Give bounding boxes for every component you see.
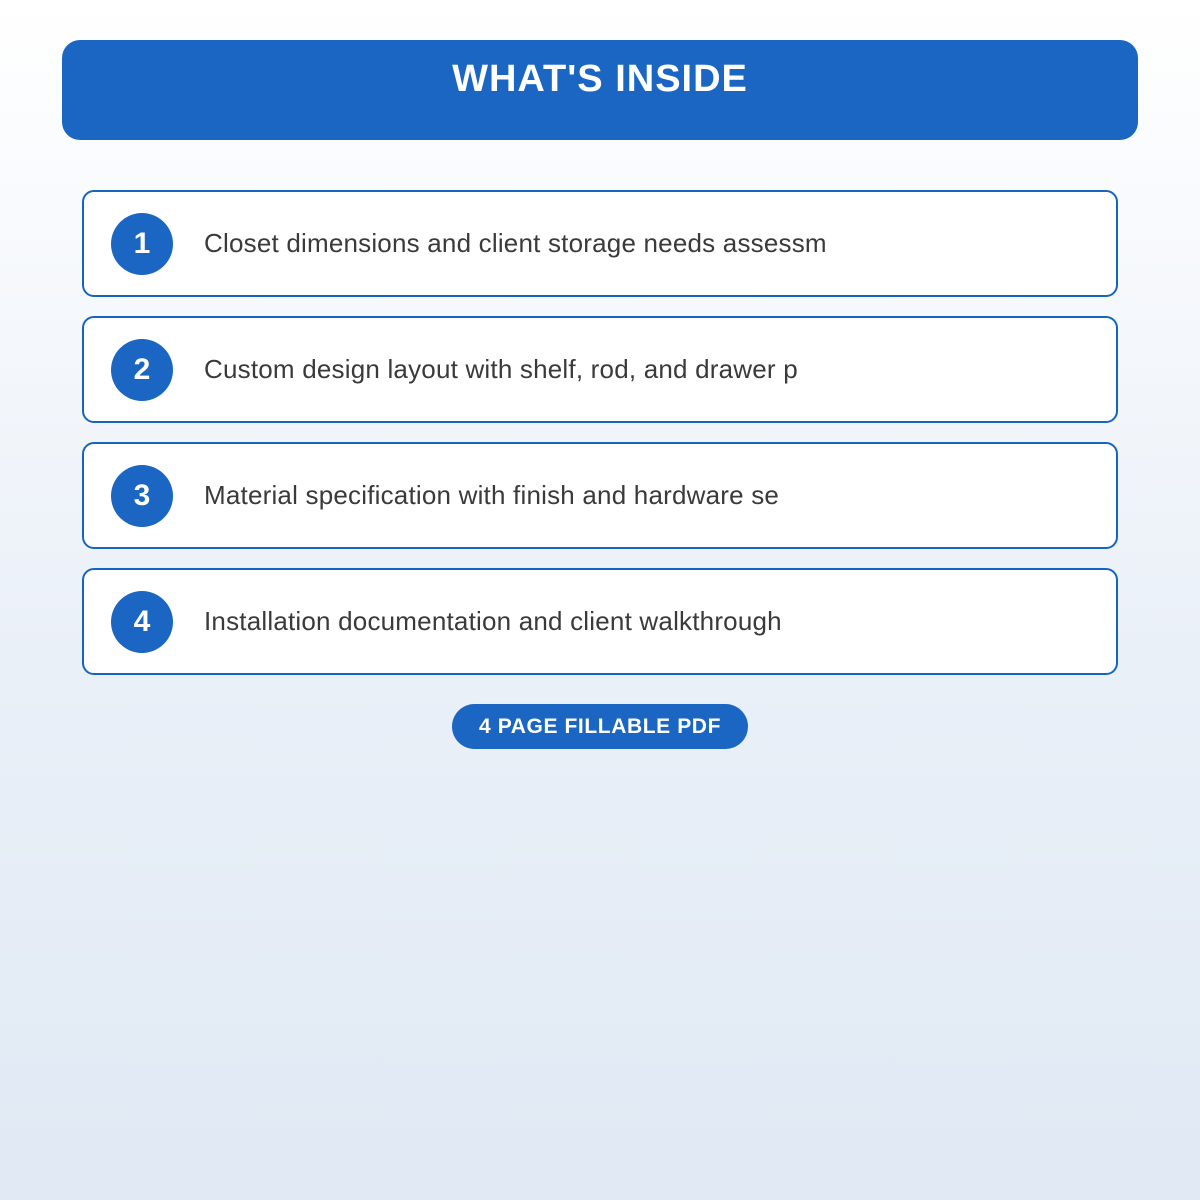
item-number-badge: 4 (111, 591, 173, 653)
item-number-badge: 2 (111, 339, 173, 401)
contents-list (82, 190, 1118, 694)
list-item (82, 316, 1118, 423)
page-title: WHAT'S INSIDE (452, 58, 748, 100)
list-item (82, 442, 1118, 549)
page-count-badge: 4 PAGE FILLABLE PDF (452, 704, 748, 749)
whats-inside-header-banner (62, 40, 1138, 140)
item-text: Custom design layout with shelf, rod, and drawer p (204, 354, 798, 384)
footer-badge-row (0, 704, 1200, 749)
list-item (82, 190, 1118, 297)
list-item (82, 568, 1118, 675)
item-number-badge: 1 (111, 213, 173, 275)
item-text: Material specification with finish and hardware se (204, 480, 780, 510)
item-text: Installation documentation and client walkthrough (204, 606, 782, 636)
item-text: Closet dimensions and client storage needs assessm (204, 228, 827, 258)
item-number-badge: 3 (111, 465, 173, 527)
